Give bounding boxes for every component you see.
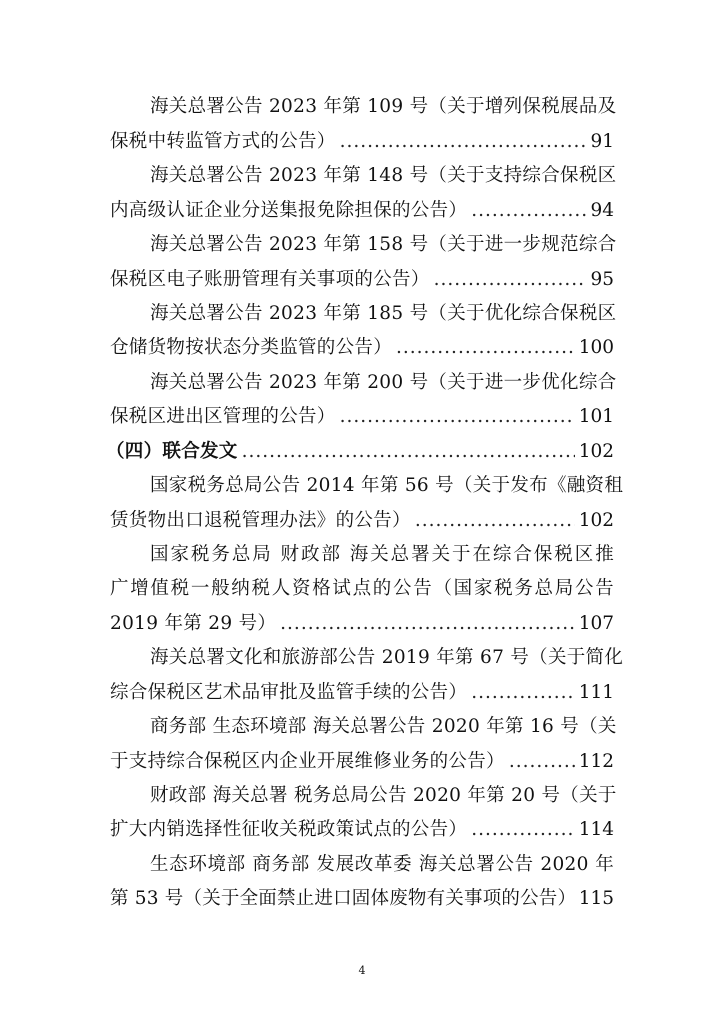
leader-dots (340, 400, 575, 434)
toc-entry-text: 国家税务总局公告 2014 年第 56 号（关于发布《融资租 (150, 475, 624, 496)
toc-entry-text: 第 53 号（关于全面禁止进口固体废物有关事项的公告） (110, 888, 577, 909)
toc-entry-line (110, 504, 614, 538)
toc-entry-line (150, 848, 614, 882)
toc-page-number: 115 (578, 888, 614, 909)
toc-entry-text: 海关总署文化和旅游部公告 2019 年第 67 号（关于简化 (150, 647, 624, 668)
leader-dots (415, 504, 575, 538)
toc-page-number: 91 (590, 131, 614, 152)
toc-entry-text: 保税区进出区管理的公告） (110, 406, 336, 427)
page-number: 4 (358, 964, 366, 977)
toc-entry-line (110, 676, 614, 710)
leader-dots (396, 331, 575, 365)
section-heading-text: （四）联合发文 (106, 441, 238, 462)
toc-page-number: 102 (578, 441, 614, 462)
toc-page-number: 111 (578, 682, 614, 703)
leader-dots (340, 125, 587, 159)
toc-entry-text: 2019 年第 29 号） (110, 613, 277, 634)
toc-entry-line (110, 194, 614, 228)
toc-entry-text: 于支持综合保税区内企业开展维修业务的公告） (110, 751, 505, 772)
toc-entry-text: 仓储货物按状态分类监管的公告） (110, 337, 393, 358)
toc-entry-text: 海关总署公告 2023 年第 200 号（关于进一步优化综合 (150, 372, 617, 393)
leader-dots (471, 194, 586, 228)
toc-entry-text: 商务部 生态环境部 海关总署公告 2020 年第 16 号（关 (150, 716, 617, 737)
toc-entry-text: 保税中转监管方式的公告） (110, 131, 336, 152)
toc-entry-text: 生态环境部 商务部 发展改革委 海关总署公告 2020 年 (150, 854, 614, 875)
toc-entry-line (110, 125, 614, 159)
toc-page-number: 94 (590, 200, 614, 221)
leader-dots (471, 813, 574, 847)
toc-entry-line (110, 331, 614, 365)
toc-page-number: 101 (578, 406, 614, 427)
toc-entry-line (110, 745, 614, 779)
toc-entry-text: 保税区电子账册管理有关事项的公告） (110, 269, 430, 290)
toc-entry-text: 海关总署公告 2023 年第 109 号（关于增列保税展品及 (150, 96, 617, 117)
leader-dots (280, 607, 575, 641)
toc-section-heading (106, 435, 614, 469)
toc-entry-line (150, 366, 617, 400)
toc-page-number: 107 (578, 613, 614, 634)
leader-dots (509, 745, 575, 779)
toc-entry-line (150, 228, 617, 262)
toc-entry-line (110, 882, 614, 916)
toc-entry-line (150, 159, 617, 193)
toc-entry-line (150, 90, 617, 124)
toc-entry-line (110, 572, 614, 606)
toc-page-number: 114 (578, 819, 614, 840)
toc-entry-line (110, 607, 614, 641)
toc-page-number: 95 (590, 269, 614, 290)
toc-entry-line (110, 400, 614, 434)
leader-dots (242, 435, 575, 469)
toc-entry-line (150, 641, 624, 675)
toc-entry-text: 海关总署公告 2023 年第 185 号（关于优化综合保税区 (150, 303, 617, 324)
leader-dots (434, 263, 587, 297)
toc-entry-line (150, 779, 617, 813)
toc-entry-line (110, 813, 614, 847)
toc-entry-line (110, 263, 614, 297)
toc-entry-text: 财政部 海关总署 税务总局公告 2020 年第 20 号（关于 (150, 785, 617, 806)
toc-entry-text: 内高级认证企业分送集报免除担保的公告） (110, 200, 468, 221)
toc-page-number: 100 (578, 337, 614, 358)
toc-entry-text: 赁货物出口退税管理办法》的公告） (110, 510, 411, 531)
toc-entry-line (150, 538, 614, 572)
toc-entry-text: 广增值税一般纳税人资格试点的公告（国家税务总局公告 (110, 578, 614, 599)
toc-entry-line (150, 710, 617, 744)
toc-entry-text: 海关总署公告 2023 年第 148 号（关于支持综合保税区 (150, 165, 617, 186)
leader-dots (471, 676, 574, 710)
toc-entry-line (150, 469, 624, 503)
toc-entry-text: 扩大内销选择性征收关税政策试点的公告） (110, 819, 468, 840)
toc-page-number: 102 (578, 510, 614, 531)
toc-entry-text: 综合保税区艺术品审批及监管手续的公告） (110, 682, 468, 703)
toc-entry-line (150, 297, 617, 331)
toc-entry-text: 海关总署公告 2023 年第 158 号（关于进一步规范综合 (150, 234, 617, 255)
toc-page-number: 112 (578, 751, 614, 772)
toc-entry-text: 国家税务总局 财政部 海关总署关于在综合保税区推 (150, 544, 614, 565)
